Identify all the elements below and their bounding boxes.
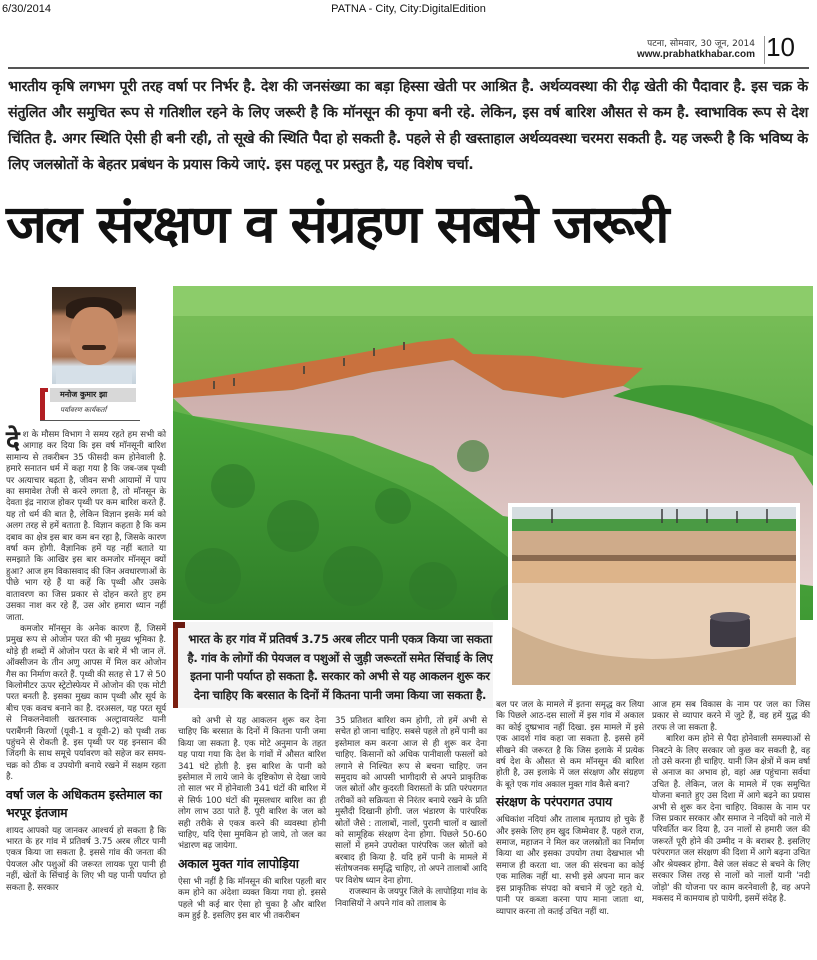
author-name: मनोज कुमार झा (50, 388, 136, 402)
website-link[interactable]: www.prabhatkhabar.com (637, 49, 755, 60)
author-shirt (56, 367, 132, 384)
waterline-shadow (512, 555, 796, 561)
column-text: अधिकांश नदियां और तालाब मृतप्राय हो चुके हैं और इसके लिए हम खुद जिम्मेवार हैं. पहले राज, समाज, महाजन ने मिल कर जलस्रोतों का निर्माण किया था और इसका उपयोग तथा देखभाल भी समाज ही करता था. जल की संरचना का कोई एक मालिक नहीं था. सभी इसे अपना मान कर इस प्राकृतिक संपदा को बचाने में जुटे रहते थे. पानी पर कब्जा करना पाप माना जाता था, व्यापार करना तो कतई उचित नहीं था. (496, 815, 644, 917)
column-text: राजस्थान के जयपुर जिले के लापोड़िया गांव के निवासियों ने अपने गांव को तालाब के (335, 887, 487, 909)
subheading: संरक्षण के परंपरागत उपाय (496, 794, 613, 810)
article-column-4 (496, 700, 644, 918)
byline-rule (40, 420, 140, 421)
column-text: को अभी से यह आकलन शुरू कर देना चाहिए कि बरसात के दिनों में कितना पानी जमा किया जा सकता है. एक मोटे अनुमान के तहत यह पाया गया कि देश के गांवों में औसत बारिश 341 घंटे होती है. इस बारिश के पानी को इस्तेमाल में लाये जाने के दृष्टिकोण से देखा जाये तो साल भर में होनेवाली 341 घंटों की बारिश में से सिर्फ 100 घंटों की मूसलधार बारिश का ही लोग लाभ उठा पाते हैं. पूरी बारिश के जल को सही तरीके से एकत्र करने की व्यवस्था होनी चाहिए, यदि ऐसा मुमकिन हो जाये, तो जल का भंडारण बढ़ जायेगा. (178, 716, 326, 852)
pull-quote-accent-cap (175, 622, 185, 628)
dateline: पटना, सोमवार, 30 जून, 2014 (647, 39, 755, 49)
masthead-separator (764, 36, 765, 64)
article-column-1 (6, 426, 166, 894)
subheading: अकाल मुक्त गांव लापोड़िया (178, 855, 299, 871)
column-text: ऐसा भी नहीं है कि मॉनसून की बारिश पहली बार कम होने का अंदेशा व्यक्त किया गया हो. इससे पहले भी कई बार ऐसा हो चुका है और बारिश कम हुई है. इसलिए इस बार भी तकरीबन (178, 876, 326, 922)
author-face (70, 307, 118, 365)
drop-cap: दे (6, 426, 20, 456)
column-text: बारिश कम होने से पैदा होनेवाली समस्याओं से निबटने के लिए सरकार जो कुछ कर सकती है, वह तो उसे करना ही चाहिए. यानी जिन क्षेत्रों में कम वर्षा से अनाज का अभाव हो, वहां अन्न पहुंचाना सर्वथा उचित है. लेकिन, जल के मामले में एक समुचित योजना बनाते हुए उस दिशा में आगे बढ़ने का प्रयास अभी से शुरू कर देना चाहिए. विकास के नाम पर जिस प्रकार सरकार और समाज ने नदियों को नाले में परिवर्तित कर दिया है, उन नालों से हमारी जल की जरूरतें पूरी होने की उम्मीद न के बराबर है. इसलिए परंपरागत जल संरक्षण की दिशा में आगे बढ़ना उचित और श्रेयस्कर होगा. वैसे जल संकट से बचने के लिए सरकार जिस तरह से नालों को नालों यानी 'नदी जोड़ो' की योजना पर काम करनेवाली है, वह अपने मकसद में कामयाब हो पायेगी, इसमें संदेह है. (652, 734, 810, 904)
pull-quote (173, 622, 493, 708)
article-column-2 (178, 716, 326, 923)
page-number: 10 (766, 32, 795, 62)
pull-quote-accent-bar (173, 622, 178, 708)
distant-field (173, 286, 813, 316)
pull-quote-text: भारत के हर गांव में प्रतिवर्ष 3.75 अरब लीटर पानी एकत्र किया जा सकता है. गांव के लोगों की पेयजल व पशुओं से जुड़ी जरूरतों समेत सिंचाई के लिए इतना पानी पर्याप्त हो सकता है. सरकार को अभी से यह आकलन शुरू कर देना चाहिए कि बरसात के दिनों में कितना पानी जमा किया जा सकता है. (187, 632, 493, 702)
water-reflection (512, 561, 796, 583)
intro-paragraph: भारतीय कृषि लगभग पूरी तरह वर्षा पर निर्भर है. देश की जनसंख्या का बड़ा हिस्सा खेती पर आश्रित है. अर्थव्यवस्था की रीढ़ खेती की पैदावार है. इस चक्र के संतुलित और समुचित रूप से गतिशील रहने के लिए जरूरी है कि मॉनसून की कृपा बनी रहे. लेकिन, इस वर्ष बारिश औसत से कम है. स्वाभाविक रूप से देश चिंतित है. अगर स्थिति ऐसी ही बनी रही, तो सूखे की स्थिति पैदा हो सकती है. पहले से ही खस्ताहाल अर्थव्यवस्था चरमरा सकती है. यह जरूरी है कि भविष्य के लिए जलस्रोतों के बेहतर प्रबंधन के प्रयास किये जाएं. इस पहलू पर प्रस्तुत है, यह विशेष चर्चा. (8, 79, 808, 173)
byline (40, 388, 136, 416)
column-text: कमजोर मॉनसून के अनेक कारण हैं, जिसमें प्रमुख रूप से ओजोन परत की भी मुख्य भूमिका है. थोड़े ही शब्दों में ओजोन परत के बारे में भी जान लें. ऑक्सीजन के तीन अणु आपस में मिल कर ओजोन गैस का निर्माण करते हैं. पृथ्वी की सतह से 17 से 50 किलोमीटर ऊपर स्ट्रेटोस्फेयर में ओजोन की एक मोटी परत बनती है. इसका मुख्य काम पृथ्वी और सूर्य के बीच एक कवच बनाने का है. दरअसल, यह परत सूर्य से निकलनेवाली खतरनाक अल्ट्रावायलेट यानी पराबैंगनी किरणों (यूवी-1 व यूवी-2) को पृथ्वी तक पहुंचने से रोकती है. इस पृथ्वी पर यह इनसान की जिंदगी के साथ समूचे पर्यावरण को सहेज कर समय-चक्र को ठीक व उपयोगी बनाये रखने में सक्षम रहता है. (6, 623, 166, 783)
byline-accent-bar (40, 388, 45, 420)
article-column-3 (335, 716, 487, 910)
excavated-pond-illustration (512, 507, 796, 685)
masthead-rule (8, 67, 809, 69)
author-role: पर्यावरण कार्यकर्ता (60, 406, 107, 414)
column-text: शायद आपको यह जानकर आश्चर्य हो सकता है कि भारत के हर गांव में प्रतिवर्ष 3.75 अरब लीटर पानी एकत्र किया जा सकता है. इससे गांव की जनता की पेयजल और पशुओं की जरूरत लायक पूरा पानी ही नहीं, खेतों के सिंचाई के लिए भी यह पानी पर्याप्त हो सकता है. सरकार (6, 825, 166, 893)
print-header (0, 0, 817, 20)
inset-photo-excavated-pond (508, 503, 800, 689)
pond-embankment (512, 531, 796, 557)
treeline (512, 519, 796, 531)
print-title: PATNA - City, City:DigitalEdition (331, 3, 486, 15)
byline-accent-cap (43, 388, 48, 392)
column-text: 35 प्रतिशत बारिश कम होगी, तो हमें अभी से सचेत हो जाना चाहिए. सबसे पहले तो हमें पानी का इस्तेमाल कम करना आज से ही शुरू कर देना चाहिए. किसानों को अधिक पानीवाली फसलों को लगाने से निश्चित रूप से बचना चाहिए. जन समुदाय को आपसी भागीदारी से अपने प्राकृतिक जल स्रोतों और कुदरती विरासतों के प्रति परंपरागत तरीकों को सक्रियता से निरंतर बनाये रखने के प्रति मुस्तैदी दिखानी होगी. जल भंडारण के पारंपरिक स्रोतों जैसे : तालाबों, नालों, पुरानी चालों व खालों को सामूहिक संरक्षण देना होगा. पिछले 50-60 सालों में हमने उपरोक्त पारंपरिक जल स्रोतों को बरबाद ही किया है. यदि हमें पानी के मामले में संतोषजनक समृद्धि चाहिए, तो अपने तालाबों आदि पर विशेष ध्यान देना होगा. (335, 716, 487, 886)
author-photo (52, 287, 136, 384)
well-ring-top (710, 612, 750, 622)
column-text: बल पर जल के मामले में इतना समृद्ध कर लिया कि पिछले आठ-दस सालों में इस गांव में अकाल का कोई दुष्प्रभाव नहीं दिखा. इस मामले में इसे एक आदर्श गांव कहा जा सकता है. इससे हमें सीखने की जरूरत है कि जिस इलाके में प्रत्येक वर्ष देश के औसत से कम मॉनसून की बारिश होती है, उस इलाके में जल संरक्षण और संग्रहण के बूते एक गांव अकाल मुक्त गांव कैसे बना? (496, 700, 644, 790)
article-column-5 (652, 700, 810, 905)
subheading: वर्षा जल के अधिकतम इस्तेमाल का भरपूर इंतजाम (6, 786, 162, 820)
headline: जल संरक्षण व संग्रहण सबसे जरूरी (6, 195, 668, 255)
author-mustache (82, 345, 106, 350)
column-text: आज हम सब विकास के नाम पर जल का जिस प्रकार से व्यापार करने में जुटे हैं, वह हमें युद्ध की तरफ ले जा सकता है. (652, 700, 810, 733)
masthead (0, 34, 817, 68)
column-text: श के मौसम विभाग ने समय रहते हम सभी को आगाह कर दिया कि इस वर्ष मॉनसूनी बारिश सामान्य से तकरीबन 35 फीसदी कम होनेवाली है. हमारे सनातन धर्म में कहा गया है कि जब-जब पृथ्वी पर अत्याचार बढ़ता है, जीवन सभी आयामों में पाप का समावेश तेजी से करने लगता है, तो मॉनसून के देवता इंद्र नाराज होकर पृथ्वी पर कम बारिश करते हैं. यह तो धर्म की बात है, लेकिन विज्ञान इसके मर्म को अलग तरह से हमें बताता है. विज्ञान कहता है कि कम दबाव का क्षेत्र इस बार कम बन रहा है, जिसके कारण वर्षा कम होगी. वैज्ञानिक हमें यह नहीं बताते या समझाते कि आखिर इस बार कमजोर मॉनसून क्यों हुआ? आज हम विकासवाद की जिन अवधारणाओं के पीछे भाग रहे हैं या कहें कि पृथ्वी और उसके वातावरण का जिस प्रकार से दोहन करते हुए हम उसका नाश कर रहे हैं, उस ओर हमारा ध्यान नहीं जाता. (6, 430, 166, 623)
print-date: 6/30/2014 (2, 3, 51, 15)
